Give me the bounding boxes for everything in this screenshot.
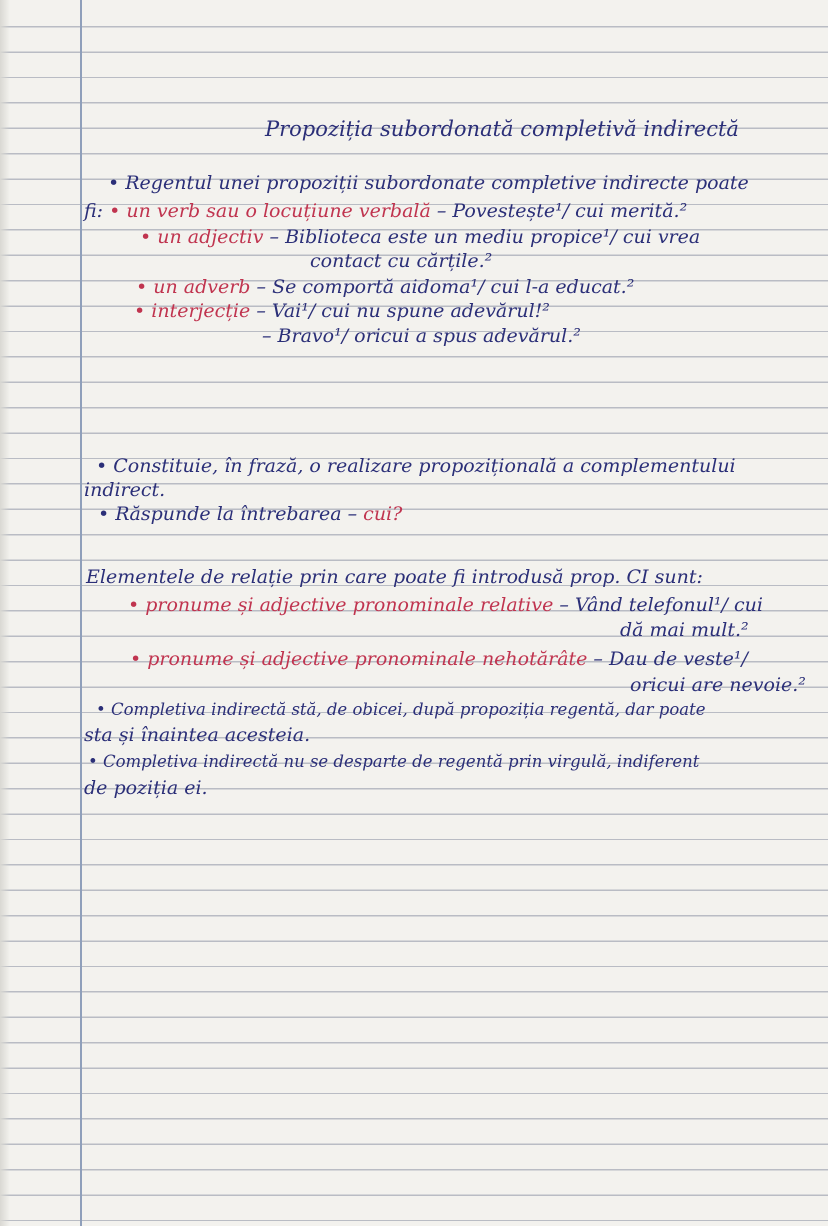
- note-line: [130, 648, 748, 670]
- note-line: • Completiva indirectă nu se desparte de regentă prin virgulă, indiferent: [88, 752, 700, 771]
- note-line: [128, 594, 763, 616]
- note-line: de poziția ei.: [84, 777, 208, 799]
- category-label: • un verb sau o locuțiune verbală: [109, 200, 431, 222]
- note-line: dă mai mult.²: [620, 619, 749, 641]
- category-label: • un adjectiv: [140, 226, 264, 248]
- note-line: • Completiva indirectă stă, de obicei, după propoziția regentă, dar poate: [96, 700, 706, 719]
- category-label: • un adverb: [136, 276, 251, 298]
- category-label: • pronume și adjective pronominale relative: [128, 594, 554, 616]
- margin-line: [80, 0, 82, 1226]
- question-highlight: cui?: [363, 503, 403, 525]
- note-line: [136, 276, 634, 298]
- note-line: indirect.: [84, 479, 166, 501]
- example-text: – Vând telefonul¹/ cui: [559, 594, 763, 616]
- example-text: – Se comportă aidoma¹/ cui l-a educat.²: [256, 276, 635, 298]
- category-label: • interjecție: [134, 300, 251, 322]
- note-text: • Răspunde la întrebarea –: [98, 503, 358, 525]
- note-text: fi:: [84, 200, 104, 222]
- note-line: Elementele de relație prin care poate fi introdusă prop. CI sunt:: [86, 566, 703, 588]
- note-line: sta și înaintea acesteia.: [84, 724, 311, 746]
- example-text: – Vai¹/ cui nu spune adevărul!²: [256, 300, 550, 322]
- note-line: [140, 226, 700, 248]
- example-text: – Povestește¹/ cui merită.²: [436, 200, 688, 222]
- note-line: • Constituie, în frază, o realizare propozițională a complementului: [96, 455, 736, 477]
- note-line: oricui are nevoie.²: [630, 674, 806, 696]
- note-line: • Regentul unei propoziții subordonate completive indirecte poate: [108, 172, 749, 194]
- paper-edge: [0, 0, 10, 1226]
- note-line: [98, 503, 402, 525]
- page-title: Propoziția subordonată completivă indirectă: [265, 117, 739, 141]
- example-text: – Biblioteca este un mediu propice¹/ cui vrea: [269, 226, 701, 248]
- category-label: • pronume și adjective pronominale nehotărâte: [130, 648, 588, 670]
- note-line: [84, 200, 687, 222]
- example-text: – Dau de veste¹/: [593, 648, 748, 670]
- note-line: – Bravo¹/ oricui a spus adevărul.²: [262, 325, 581, 347]
- note-line: contact cu cărțile.²: [310, 250, 493, 272]
- note-line: [134, 300, 550, 322]
